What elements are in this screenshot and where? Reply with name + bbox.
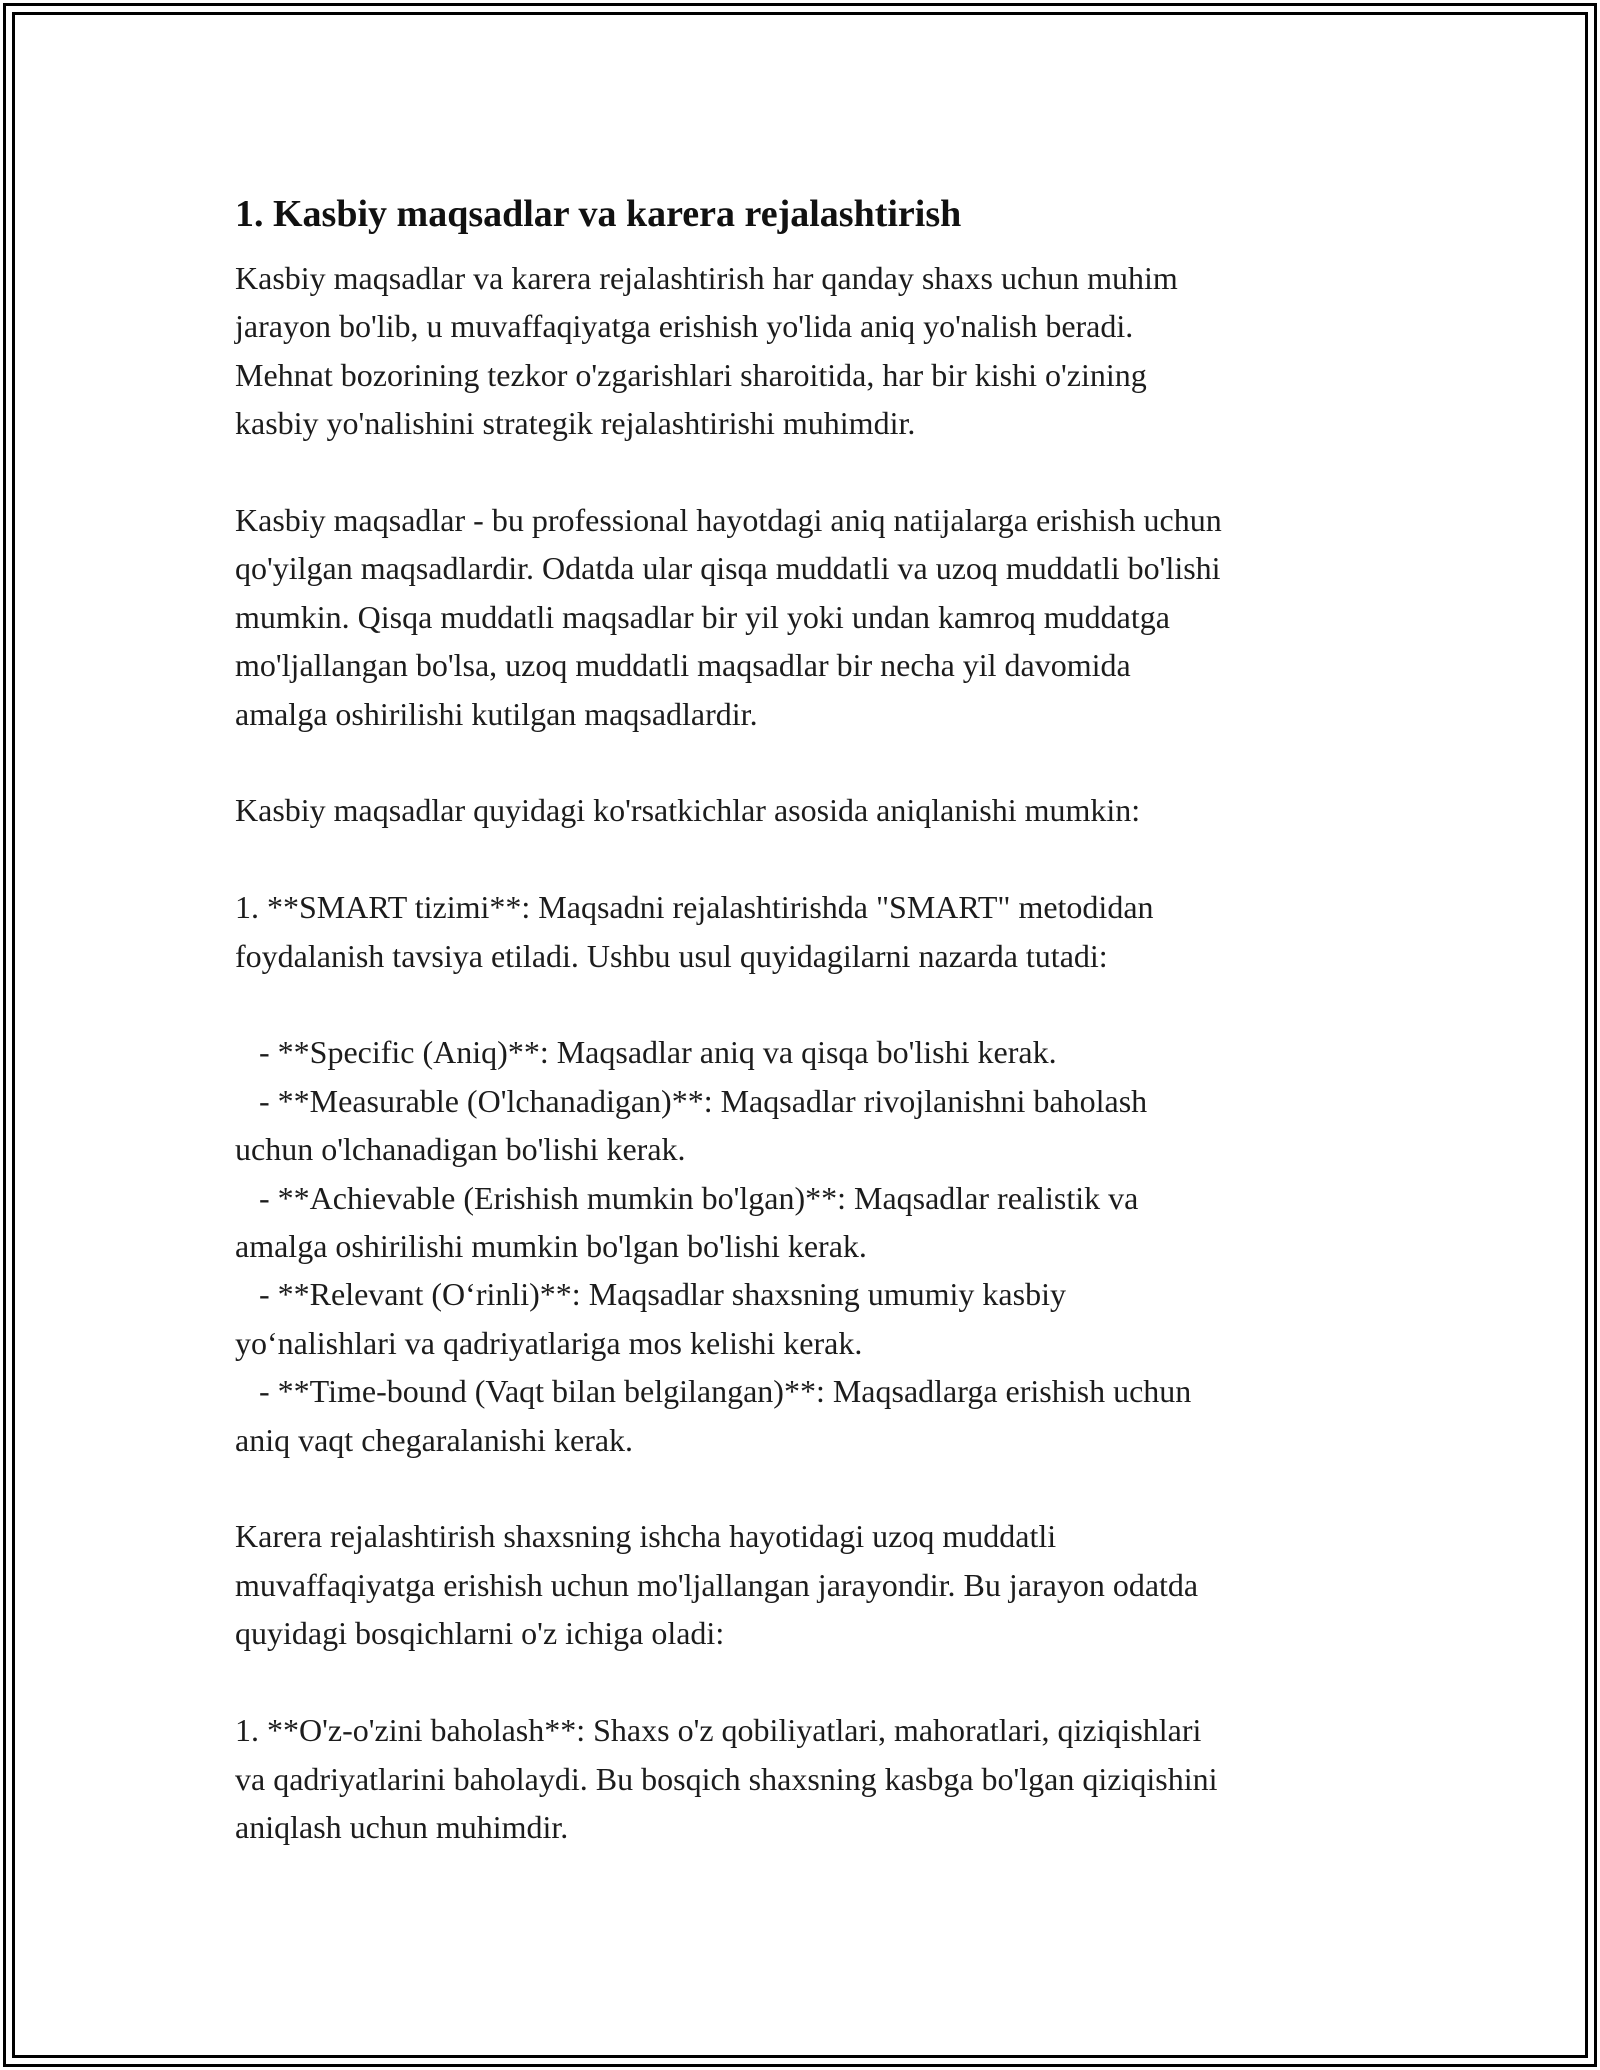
- paragraph-career-planning: Karera rejalashtirish shaxsning ishcha hayotidagi uzoq muddatli muvaffaqiyatga erishish uchun mo'ljallangan jarayondir. Bu jarayon odatda quyidagi bosqichlarni o'z ichiga oladi:: [235, 1518, 1199, 1652]
- paragraph-gap: [235, 980, 1375, 1028]
- paragraph-gap: [235, 1464, 1375, 1512]
- paragraph-gap: [235, 448, 1375, 496]
- paragraph-criteria-lead: Kasbiy maqsadlar quyidagi ko'rsatkichlar asosida aniqlanishi mumkin:: [235, 792, 1141, 829]
- paragraph-intro: Kasbiy maqsadlar va karera rejalashtirish har qanday shaxs uchun muhim jarayon bo'lib, u muvaffaqiyatga erishish yo'lida aniq yo'nalish beradi. Mehnat bozorining tezkor o'zgarishlari sharoitida, har bir kishi o'zining kasbiy yo'nalishini strategik rejalashtirishi muhimdir.: [235, 260, 1178, 442]
- section-heading: 1. Kasbiy maqsadlar va karera rejalashtirish: [235, 193, 962, 235]
- list-item-smart: 1. **SMART tizimi**: Maqsadni rejalashtirishda "SMART" metodidan foydalanish tavsiya etiladi. Ushbu usul quyidagilarni nazarda tutadi:: [235, 889, 1154, 974]
- paragraph-gap: [235, 1658, 1375, 1706]
- smart-sublist: - **Specific (Aniq)**: Maqsadlar aniq va qisqa bo'lishi kerak. - **Measurable (O'lchanadigan)**: Maqsadlar rivojlanishni baholash uchun o'lchanadigan bo'lishi kerak. - **Achievable (Erishish mumkin bo'lgan)**: Maqsadlar realistik va amalga oshirilishi mumkin bo'lgan bo'lishi kerak. - **Relevant (O‘rinli)**: Maqsadlar shaxsning umumiy kasbiy yo‘nalishlari va qadriyatlariga mos kelishi kerak. - **Time-bound (Vaqt bilan belgilangan)**: Maqsadlarga erishish uchun aniq vaqt chegaralanishi kerak.: [235, 1034, 1192, 1458]
- list-item-self-assessment: 1. **O'z-o'zini baholash**: Shaxs o'z qobiliyatlari, mahoratlari, qiziqishlari va qadriyatlarini baholaydi. Bu bosqich shaxsning kasbga bo'lgan qiziqishini aniqlash uchun muhimdir.: [235, 1712, 1218, 1845]
- paragraph-gap: [235, 738, 1375, 786]
- paragraph-gap: [235, 835, 1375, 883]
- document-body: [235, 186, 1375, 1851]
- paragraph-definition: Kasbiy maqsadlar - bu professional hayotdagi aniq natijalarga erishish uchun qo'yilgan maqsadlardir. Odatda ular qisqa muddatli va uzoq muddatli bo'lishi mumkin. Qisqa muddatli maqsadlar bir yil yoki undan kamroq muddatga mo'ljallangan bo'lsa, uzoq muddatli maqsadlar bir necha yil davomida amalga oshirilishi kutilgan maqsadlardir.: [235, 502, 1222, 732]
